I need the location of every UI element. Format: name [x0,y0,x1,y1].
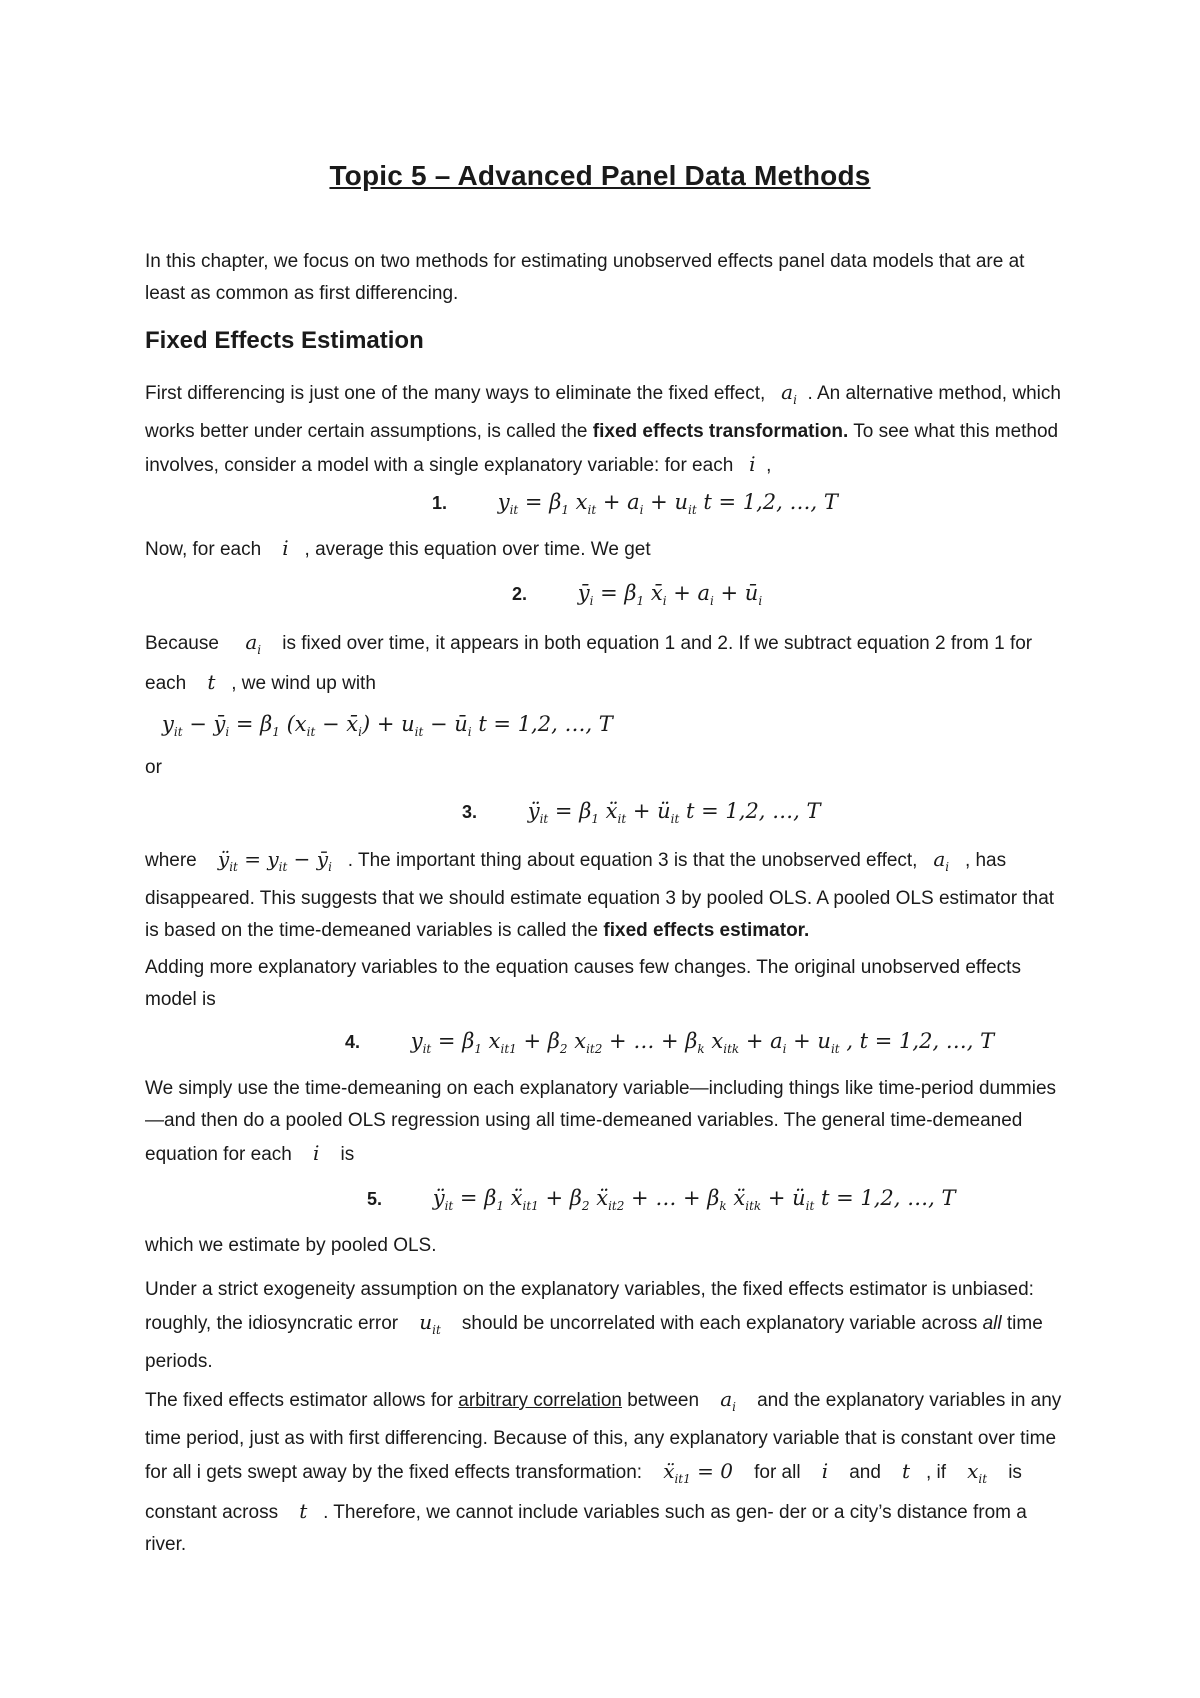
p9-text-c: and the explanatory variables in any time period, just as with first differencing. Because of this, any explanatory variable that is constant over time for all i gets swept away by the fixed effects transformation: [145,1390,1062,1483]
section-heading: Fixed Effects Estimation [145,327,424,354]
equation-4 [345,1025,994,1065]
p9-text-d: for all [754,1462,801,1483]
p1-text-c: To see what this method involves, consider a model with a single explanatory variable: for each [145,421,1059,476]
p6-text-b: is [340,1144,355,1165]
symbol-t: t [299,1499,308,1523]
p8-text-a: Under a strict exogeneity assumption on the explanatory variables, the fixed effects estimator is unbiased: roughly, the idiosyncratic error [145,1279,1034,1334]
symbol-t: t [902,1459,911,1483]
equation-4-number: 4. [345,1032,361,1052]
p9-text-e: and [849,1462,881,1483]
equation-2 [512,577,762,617]
p8-text-b: should be uncorrelated with each explanatory variable across [461,1313,978,1334]
equation-5-number: 5. [367,1189,383,1209]
equation-subtraction [162,708,613,748]
symbol-i: i [282,536,289,560]
p4-text-b: . The important thing about equation 3 is that the unobserved effect, [347,850,918,871]
equation-3-number: 3. [462,802,478,822]
paragraph-average [145,532,1065,566]
symbol-xit1-zero: ẍ$_{it1}$ = 0 [663,1459,733,1486]
p9-text-h: . Therefore, we cannot include variables such as gen- der or a city’s distance from a river. [145,1502,1027,1555]
p1-text-b: . An alternative method, which works better under certain assumptions, is called the [145,383,1061,442]
paragraph-adding: Adding more explanatory variables to the equation causes few changes. The original unobserved effects model is [145,957,1021,1010]
p1-text-a: First differencing is just one of the many ways to eliminate the fixed effect, [145,383,766,404]
equation-3 [462,795,821,835]
p6-text-a: We simply use the time-demeaning on each explanatory variable—including things like time-period dummies—and then do a pooled OLS regression using all time-demeaned variables. The general time-demeaned equation for each [145,1078,1057,1165]
equation-1 [432,486,838,526]
or-text: or [145,757,162,778]
p4-text-a: where [145,850,197,871]
symbol-ai: $a_i$ [245,630,262,657]
symbol-demeaned-def: $ÿ_{it} = y_{it}$ − $ȳ_i$ [217,847,332,874]
equation-5-body: $ÿ_{it} = \beta_1$ ẍ$_{it1}$ + $\beta_2$ ẍ$_{it2}$ + … + $\beta_k$ ẍ$_{itk}$ + $ü_{it}$ t = 1,2, …, T [432,1186,956,1214]
paragraph-arbitrary-correlation [145,1383,1065,1561]
p8-text-c: time periods. [145,1313,1043,1372]
p8-italic: all [982,1313,1002,1334]
p4-bold: fixed effects estimator. [603,920,810,941]
equation-4-body: $y_{it} = \beta_1$ $x_{it1} + \beta_2$ $x_{it2}$ + … + $\beta_k$ $x_{itk} + a_i + u_{it}$ , t = 1,2, …, T [410,1029,995,1057]
symbol-t: t [207,670,216,694]
equation-2-body: $ȳ_i = \beta_1$ $x̄_i + a_i$ + $ū_i$ [577,581,763,609]
p1-text-d: , [766,455,772,476]
symbol-ai: $a_i$ [933,847,950,874]
symbol-i: i [749,452,756,476]
equation-5 [367,1182,956,1222]
p3-text-b: is fixed over time, it appears in both equation 1 and 2. If we subtract equation 2 from 1 for each [145,633,1033,694]
p1-bold: fixed effects transformation. [592,421,849,442]
equation-subtraction-body: $y_{it}$ − $ȳ_i = \beta_1$ ($x_{it}$ − $x̄_i) + u_{it}$ − $ū_i$ t = 1,2, …, T [162,712,613,740]
page-title: Topic 5 – Advanced Panel Data Methods [329,160,871,191]
p9-text-a: The fixed effects estimator allows for [145,1390,453,1411]
symbol-i: i [312,1141,320,1165]
paragraph-estimate: which we estimate by pooled OLS. [145,1235,437,1256]
p3-text-c: , we wind up with [231,673,376,694]
intro-paragraph: In this chapter, we focus on two methods for estimating unobserved effects panel data models that are at least as common as first differencing. [145,251,1025,304]
equation-2-number: 2. [512,584,528,604]
paragraph-because [145,626,1065,700]
equation-1-number: 1. [432,493,448,513]
p3-text-a: Because [145,633,219,654]
p2-text-b: , average this equation over time. We get [304,539,651,560]
p9-underline: arbitrary correlation [458,1390,622,1411]
equation-1-body: $y_{it} = \beta_1$ $x_{it} + a_i + u_{it}$ t = 1,2, …, T [497,490,838,518]
symbol-ai: $a_i$ [720,1387,736,1414]
p9-text-g: is constant across [145,1462,1022,1523]
p9-text-b: between [627,1390,700,1411]
symbol-ai: $a_i$ [781,380,797,407]
paragraph-exogeneity [145,1274,1065,1378]
symbol-xit: $x_{it}$ [967,1459,988,1486]
p2-text-a: Now, for each [145,539,262,560]
p4-text-c: , has disappeared. This suggests that we should estimate equation 3 by pooled OLS. A pooled OLS estimator that is based on the time-demeaned variables is called the [145,850,1055,941]
equation-3-body: $ÿ_{it} = \beta_1$ ẍ$_{it}$ + $ü_{it}$ t = 1,2, …, T [527,799,821,827]
paragraph-where [145,843,1065,947]
p9-text-f: , if [925,1462,946,1483]
symbol-uit: $u_{it}$ [419,1310,441,1337]
paragraph-demeaning [145,1073,1065,1171]
symbol-i: i [821,1459,829,1483]
paragraph-fe-intro [145,376,1065,482]
